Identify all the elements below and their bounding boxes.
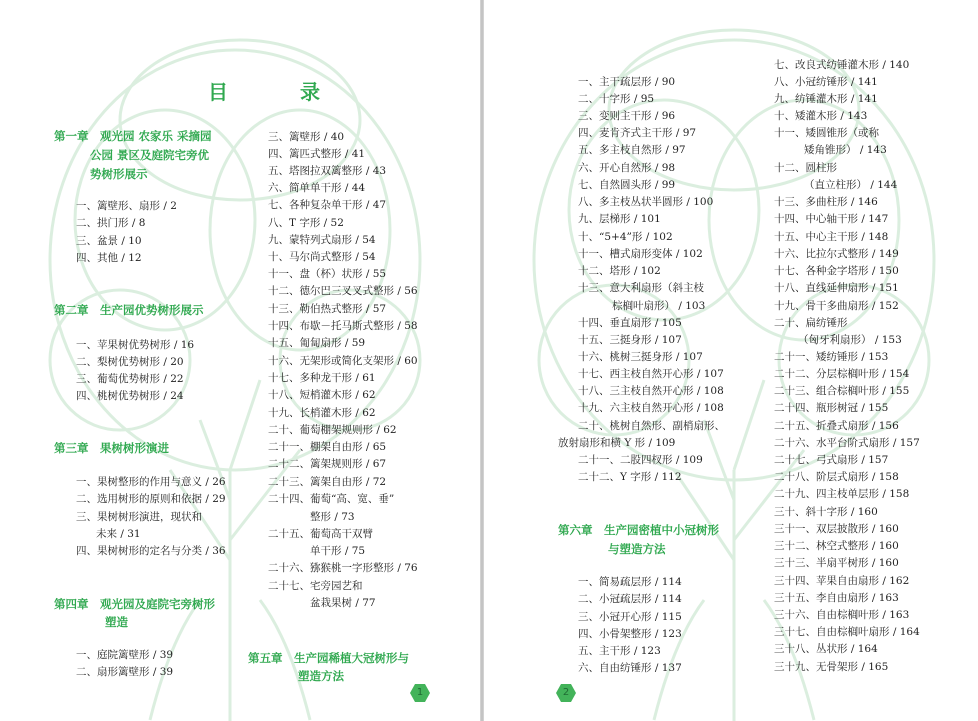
chapter-heading[interactable]: 第六章 生产园密植中小冠树形 <box>558 523 719 537</box>
chapter-heading[interactable]: 第五章 生产园稀植大冠树形与 <box>248 651 409 665</box>
toc-entry[interactable]: 十七、各种金字塔形 / 150 <box>774 265 899 277</box>
toc-entry[interactable]: 一、篱壁形、扇形 / 2 <box>76 200 177 212</box>
toc-entry[interactable]: 二十二、篱架规则形 / 67 <box>268 458 387 470</box>
toc-entry[interactable]: 三、篱壁形 / 40 <box>268 131 345 143</box>
toc-entry[interactable]: 五、多主枝自然形 / 97 <box>578 144 686 156</box>
toc-entry[interactable]: 二十九、四主枝单层形 / 158 <box>774 488 910 500</box>
toc-entry[interactable]: 八、多主枝丛状半圆形 / 100 <box>578 196 714 208</box>
toc-entry[interactable]: 十二、圆柱形 <box>774 162 837 174</box>
toc-entry[interactable]: 四、小骨架整形 / 123 <box>578 628 682 640</box>
page-title: 目 录 <box>208 80 346 104</box>
toc-entry[interactable]: 三十八、丛状形 / 164 <box>774 643 878 655</box>
toc-entry[interactable]: 十七、西主枝自然开心形 / 107 <box>578 368 724 380</box>
toc-entry[interactable]: 三、变则主干形 / 96 <box>578 110 676 122</box>
toc-entry[interactable]: 二、扇形篱壁形 / 39 <box>76 666 174 678</box>
toc-entry[interactable]: 一、果树整形的作用与意义 / 26 <box>76 476 226 488</box>
toc-entry[interactable]: 四、其他 / 12 <box>76 252 142 264</box>
chapter-heading[interactable]: 第四章 观光园及庭院宅旁树形 <box>54 597 215 611</box>
toc-entry[interactable]: 七、改良式纺锤灌木形 / 140 <box>774 59 910 71</box>
toc-entry[interactable]: 十一、盘（杯）状形 / 55 <box>268 268 387 280</box>
toc-entry[interactable]: 三十九、无骨架形 / 165 <box>774 661 889 673</box>
toc-entry[interactable]: 九、纺锤灌木形 / 141 <box>774 93 878 105</box>
toc-entry[interactable]: 十三、意大利扇形（斜主枝 <box>578 282 704 294</box>
toc-entry[interactable]: 十八、短梢灌木形 / 62 <box>268 389 376 401</box>
toc-entry[interactable]: 一、简易疏层形 / 114 <box>578 576 682 588</box>
toc-entry[interactable]: 二十五、折叠式扇形 / 156 <box>774 420 899 432</box>
toc-entry[interactable]: 十二、德尔巴三叉叉式整形 / 56 <box>268 285 418 297</box>
toc-entry-cont[interactable]: 整形 / 73 <box>310 511 355 523</box>
toc-entry[interactable]: 十九、长梢灌木形 / 62 <box>268 407 376 419</box>
toc-entry[interactable]: 十九、骨干多曲扇形 / 152 <box>774 300 899 312</box>
toc-entry[interactable]: 二、梨树优势树形 / 20 <box>76 356 184 368</box>
toc-entry[interactable]: 二十二、分层棕榈叶形 / 154 <box>774 368 910 380</box>
toc-entry[interactable]: 一、庭院篱壁形 / 39 <box>76 649 174 661</box>
toc-entry[interactable]: 一、主干疏层形 / 90 <box>578 76 676 88</box>
toc-entry[interactable]: 二十一、二股四杈形 / 109 <box>578 454 703 466</box>
toc-entry[interactable]: 三十五、李自由扇形 / 163 <box>774 592 899 604</box>
toc-entry[interactable]: 八、T 字形 / 52 <box>268 217 344 229</box>
chapter-heading-cont[interactable]: 公园 景区及庭院宅旁优 <box>90 148 210 162</box>
toc-entry[interactable]: 四、麦肯齐式主干形 / 97 <box>578 127 697 139</box>
toc-entry[interactable]: 十四、垂直扇形 / 105 <box>578 317 682 329</box>
toc-entry[interactable]: 六、自由纺锤形 / 137 <box>578 662 682 674</box>
page-number-badge <box>410 683 430 703</box>
toc-entry[interactable]: 二十七、弓式扇形 / 157 <box>774 454 889 466</box>
toc-entry[interactable]: 二十、扁纺锤形 <box>774 317 848 329</box>
chapter-heading[interactable]: 第一章 观光园 农家乐 采摘园 <box>54 129 212 143</box>
toc-entry[interactable]: 十一、槽式扇形变体 / 102 <box>578 248 703 260</box>
toc-entry[interactable]: 三十六、自由棕榈叶形 / 163 <box>774 609 910 621</box>
toc-entry[interactable]: 六、开心自然形 / 98 <box>578 162 676 174</box>
toc-entry[interactable]: 七、各种复杂单干形 / 47 <box>268 199 387 211</box>
chapter-heading-cont[interactable]: 塑造方法 <box>298 669 344 683</box>
toc-entry[interactable]: 十、马尔尚式整形 / 54 <box>268 251 376 263</box>
toc-entry-cont[interactable]: 放射扇形和横 Y 形 / 109 <box>558 437 676 449</box>
right-page <box>484 0 978 721</box>
toc-entry[interactable]: 二十四、瓶形树冠 / 155 <box>774 402 889 414</box>
toc-entry[interactable]: 三十一、双层披散形 / 160 <box>774 523 899 535</box>
toc-entry[interactable]: 五、塔图拉双篱整形 / 43 <box>268 165 387 177</box>
toc-entry[interactable]: 十四、中心轴干形 / 147 <box>774 213 889 225</box>
toc-entry-cont[interactable]: （直立柱形） / 144 <box>804 179 898 191</box>
toc-entry[interactable]: 十七、多种龙干形 / 61 <box>268 372 376 384</box>
toc-entry[interactable]: 三十、斜十字形 / 160 <box>774 506 878 518</box>
toc-entry[interactable]: 四、篱匹式整形 / 41 <box>268 148 366 160</box>
page-number: 1 <box>416 687 424 698</box>
toc-entry[interactable]: 三十七、自由棕榈叶扇形 / 164 <box>774 626 920 638</box>
toc-entry-cont[interactable]: 单干形 / 75 <box>310 545 366 557</box>
toc-entry[interactable]: 三、小冠开心形 / 115 <box>578 611 682 623</box>
toc-entry[interactable]: 二十八、阶层式扇形 / 158 <box>774 471 899 483</box>
toc-entry[interactable]: 三、盆景 / 10 <box>76 235 142 247</box>
toc-entry-cont[interactable]: （匈牙利扇形） / 153 <box>798 334 902 346</box>
toc-entry[interactable]: 二十二、Y 字形 / 112 <box>578 471 682 483</box>
toc-entry[interactable]: 十二、塔形 / 102 <box>578 265 661 277</box>
toc-entry[interactable]: 二十一、棚架自由形 / 65 <box>268 441 387 453</box>
toc-entry[interactable]: 二、十字形 / 95 <box>578 93 655 105</box>
toc-entry[interactable]: 十三、勒伯热式整形 / 57 <box>268 303 387 315</box>
toc-entry[interactable]: 三、果树树形演进，现状和 <box>76 511 202 523</box>
toc-entry-cont[interactable]: 矮角锥形） / 143 <box>804 144 887 156</box>
toc-entry[interactable]: 十一、矮圆锥形（或称 <box>774 127 879 139</box>
toc-entry[interactable]: 十、“5+4”形 / 102 <box>578 231 673 243</box>
chapter-heading[interactable]: 第二章 生产园优势树形展示 <box>54 303 204 317</box>
chapter-heading-cont[interactable]: 与塑造方法 <box>608 542 666 556</box>
left-page <box>0 0 480 721</box>
toc-entry[interactable]: 八、小冠纺锤形 / 141 <box>774 76 878 88</box>
toc-entry-cont[interactable]: 棕榈叶扇形） / 103 <box>612 300 706 312</box>
toc-entry[interactable]: 九、蒙特列式扇形 / 54 <box>268 234 376 246</box>
toc-entry[interactable]: 二十五、葡萄高干双臂 <box>268 528 373 540</box>
toc-entry[interactable]: 十六、比拉尔式整形 / 149 <box>774 248 899 260</box>
toc-entry[interactable]: 六、简单单干形 / 44 <box>268 182 366 194</box>
chapter-heading-cont[interactable]: 势树形展示 <box>90 167 148 181</box>
toc-entry[interactable]: 十五、中心主干形 / 148 <box>774 231 889 243</box>
toc-entry[interactable]: 四、果树树形的定名与分类 / 36 <box>76 545 226 557</box>
toc-entry[interactable]: 二十三、篱架自由形 / 72 <box>268 476 387 488</box>
toc-entry[interactable]: 二十七、宅旁园艺和 <box>268 580 363 592</box>
toc-entry[interactable]: 二十、葡萄棚架规则形 / 62 <box>268 424 397 436</box>
toc-entry[interactable]: 二十六、猕猴桃一字形整形 / 76 <box>268 562 418 574</box>
toc-entry[interactable]: 十五、三挺身形 / 107 <box>578 334 682 346</box>
toc-entry[interactable]: 十四、布歇－托马斯式整形 / 58 <box>268 320 418 332</box>
toc-entry[interactable]: 四、桃树优势树形 / 24 <box>76 390 184 402</box>
toc-entry[interactable]: 十三、多曲柱形 / 146 <box>774 196 878 208</box>
toc-entry[interactable]: 三十四、苹果自由扇形 / 162 <box>774 575 910 587</box>
toc-entry[interactable]: 十五、匍匐扇形 / 59 <box>268 337 366 349</box>
chapter-heading-cont[interactable]: 塑造 <box>105 615 128 629</box>
toc-entry[interactable]: 十八、直线延伸扇形 / 151 <box>774 282 899 294</box>
toc-entry[interactable]: 二十三、组合棕榈叶形 / 155 <box>774 385 910 397</box>
toc-entry[interactable]: 九、层梯形 / 101 <box>578 213 661 225</box>
toc-entry[interactable]: 十八、三主枝自然开心形 / 108 <box>578 385 724 397</box>
toc-entry[interactable]: 十六、无架形或简化支架形 / 60 <box>268 355 418 367</box>
toc-entry-cont[interactable]: 盆栽果树 / 77 <box>310 597 376 609</box>
toc-entry[interactable]: 二、小冠疏层形 / 114 <box>578 593 682 605</box>
toc-entry-cont[interactable]: 未来 / 31 <box>96 528 141 540</box>
toc-entry[interactable]: 三十二、林空式整形 / 160 <box>774 540 899 552</box>
toc-entry[interactable]: 二、选用树形的原则和依据 / 29 <box>76 493 226 505</box>
toc-entry[interactable]: 十、矮灌木形 / 143 <box>774 110 868 122</box>
page-number-badge <box>556 683 576 703</box>
toc-entry[interactable]: 一、苹果树优势树形 / 16 <box>76 339 195 351</box>
toc-entry[interactable]: 十六、桃树三挺身形 / 107 <box>578 351 703 363</box>
toc-entry[interactable]: 三十三、半扇平树形 / 160 <box>774 557 899 569</box>
toc-entry[interactable]: 三、葡萄优势树形 / 22 <box>76 373 184 385</box>
toc-entry[interactable]: 二十四、葡萄“高、宽、垂” <box>268 493 395 505</box>
toc-entry[interactable]: 二十、桃树自然形、副梢扇形、 <box>578 420 725 432</box>
toc-entry[interactable]: 二十六、水平台阶式扇形 / 157 <box>774 437 920 449</box>
toc-entry[interactable]: 二十一、矮纺锤形 / 153 <box>774 351 889 363</box>
chapter-heading[interactable]: 第三章 果树树形演进 <box>54 441 169 455</box>
toc-entry[interactable]: 十九、六主枝自然开心形 / 108 <box>578 402 724 414</box>
toc-entry[interactable]: 五、主干形 / 123 <box>578 645 661 657</box>
page-number: 2 <box>562 687 570 698</box>
toc-entry[interactable]: 二、拱门形 / 8 <box>76 217 146 229</box>
toc-entry[interactable]: 七、自然圆头形 / 99 <box>578 179 676 191</box>
